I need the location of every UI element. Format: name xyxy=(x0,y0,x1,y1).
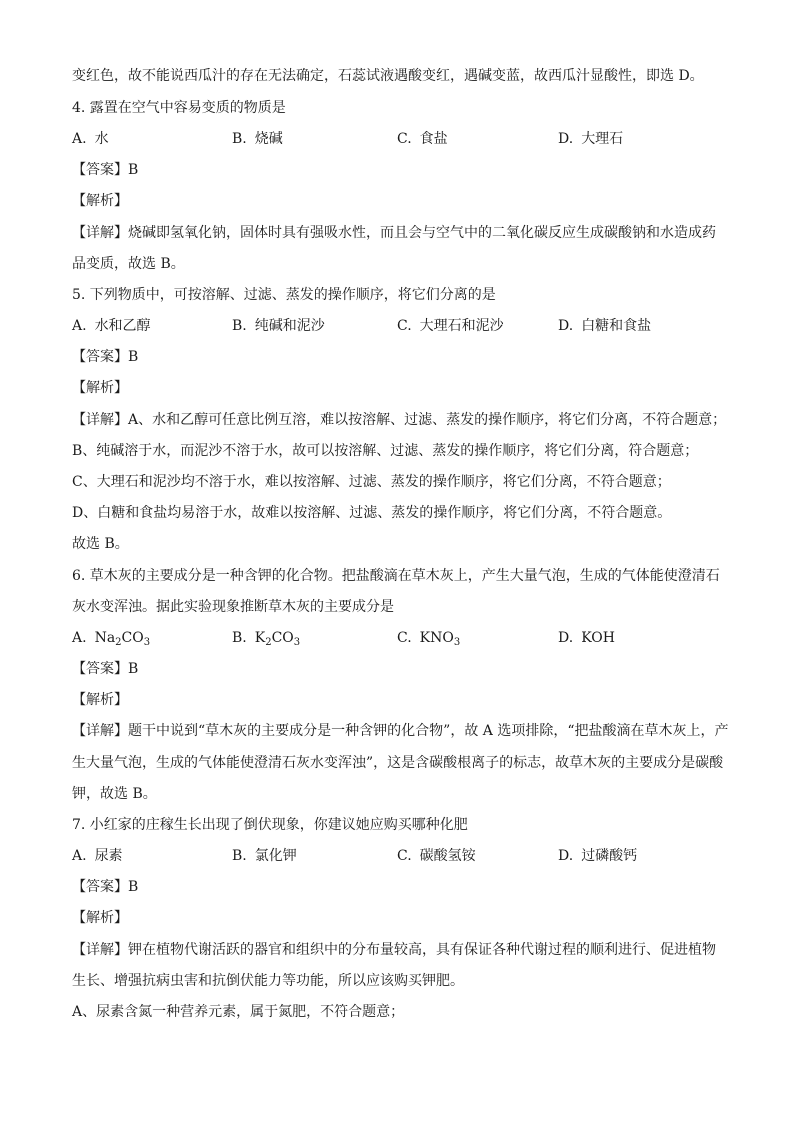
q4-option-b: B. 烧碱 xyxy=(232,131,283,147)
q5-option-c: C. 大理石和泥沙 xyxy=(397,318,504,334)
q4-detail: 【详解】烧碱即氢氧化钠，固体时具有强吸水性，而且会与空气中的二氧化碳反应生成碳酸钠和水造成药 xyxy=(72,225,716,241)
q7-detail: A、尿素含氮一种营养元素，属于氮肥，不符合题意； xyxy=(72,1004,405,1020)
q4-options xyxy=(72,129,722,149)
q5-answer: 【答案】B xyxy=(72,349,139,365)
q5-detail: 故选 B。 xyxy=(72,536,129,552)
q5-detail: 【详解】A、水和乙醇可任意比例互溶，难以按溶解、过滤、蒸发的操作顺序，将它们分离，不符合题意； xyxy=(72,412,727,428)
q4-option-d: D. 大理石 xyxy=(558,131,624,147)
q5-option-b: B. 纯碱和泥沙 xyxy=(232,318,325,334)
q5-detail: C、大理石和泥沙均不溶于水，难以按溶解、过滤、蒸发的操作顺序，将它们分离，不符合题意； xyxy=(72,474,671,490)
q5-option-d: D. 白糖和食盐 xyxy=(558,318,652,334)
q6-stem: 灰水变浑浊。据此实验现象推断草木灰的主要成分是 xyxy=(72,599,394,615)
q7-option-c: C. 碳酸氢铵 xyxy=(397,848,476,864)
q6-analysis-heading: 【解析】 xyxy=(72,692,128,708)
q7-detail: 【详解】钾在植物代谢活跃的器官和组织中的分布量较高，具有保证各种代谢过程的顺利进行、促进植物 xyxy=(72,942,716,958)
q7-option-d: D. 过磷酸钙 xyxy=(558,848,638,864)
q4-option-a: A. 水 xyxy=(72,131,109,147)
q7-option-b: B. 氯化钾 xyxy=(232,848,297,864)
q6-detail: 【详解】题干中说到“草木灰的主要成分是一种含钾的化合物”，故 A 选项排除，“把盐酸滴在草木灰上，产 xyxy=(72,723,729,739)
q5-stem: 5. 下列物质中，可按溶解、过滤、蒸发的操作顺序，将它们分离的是 xyxy=(72,287,496,303)
q7-detail: 生长、增强抗病虫害和抗倒伏能力等功能，所以应该购买钾肥。 xyxy=(72,973,464,989)
q4-answer: 【答案】B xyxy=(72,162,139,178)
q6-option-b: B. $K_2CO_3$ xyxy=(232,630,301,648)
q6-stem: 6. 草木灰的主要成分是一种含钾的化合物。把盐酸滴在草木灰上，产生大量气泡，生成的气体能使澄清石 xyxy=(72,568,720,584)
q6-detail: 生大量气泡，生成的气体能使澄清石灰水变浑浊”，这是含碳酸根离子的标志，故草木灰的主要成分是碳酸 xyxy=(72,755,724,771)
q4-detail: 品变质，故选 B。 xyxy=(72,256,185,272)
q7-option-a: A. 尿素 xyxy=(72,848,123,864)
q7-answer: 【答案】B xyxy=(72,879,139,895)
q6-option-a: A. $Na_2CO_3$ xyxy=(72,630,151,648)
q6-options xyxy=(72,628,722,648)
q5-option-a: A. 水和乙醇 xyxy=(72,318,151,334)
q7-analysis-heading: 【解析】 xyxy=(72,910,128,926)
q4-option-c: C. 食盐 xyxy=(397,131,448,147)
q4-stem: 4. 露置在空气中容易变质的物质是 xyxy=(72,100,286,116)
q7-options xyxy=(72,846,722,866)
q5-options xyxy=(72,316,722,336)
q6-option-d: D. KOH xyxy=(558,630,615,646)
q7-stem: 7. 小红家的庄稼生长出现了倒伏现象，你建议她应购买哪种化肥 xyxy=(72,817,468,833)
q3-explanation-end: 变红色，故不能说西瓜汁的存在无法确定，石蕊试液遇酸变红，遇碱变蓝，故西瓜汁显酸性，即选 D。 xyxy=(72,68,704,84)
q4-analysis-heading: 【解析】 xyxy=(72,193,128,209)
q5-detail: B、纯碱溶于水，而泥沙不溶于水，故可以按溶解、过滤、蒸发的操作顺序，将它们分离，符合题意； xyxy=(72,443,699,459)
q5-detail: D、白糖和食盐均易溶于水，故难以按溶解、过滤、蒸发的操作顺序，将它们分离，不符合题意。 xyxy=(72,505,672,521)
q5-analysis-heading: 【解析】 xyxy=(72,380,128,396)
q6-option-c: C. $KNO_3$ xyxy=(397,630,461,648)
q6-detail: 钾，故选 B。 xyxy=(72,786,157,802)
q6-answer: 【答案】B xyxy=(72,661,139,677)
